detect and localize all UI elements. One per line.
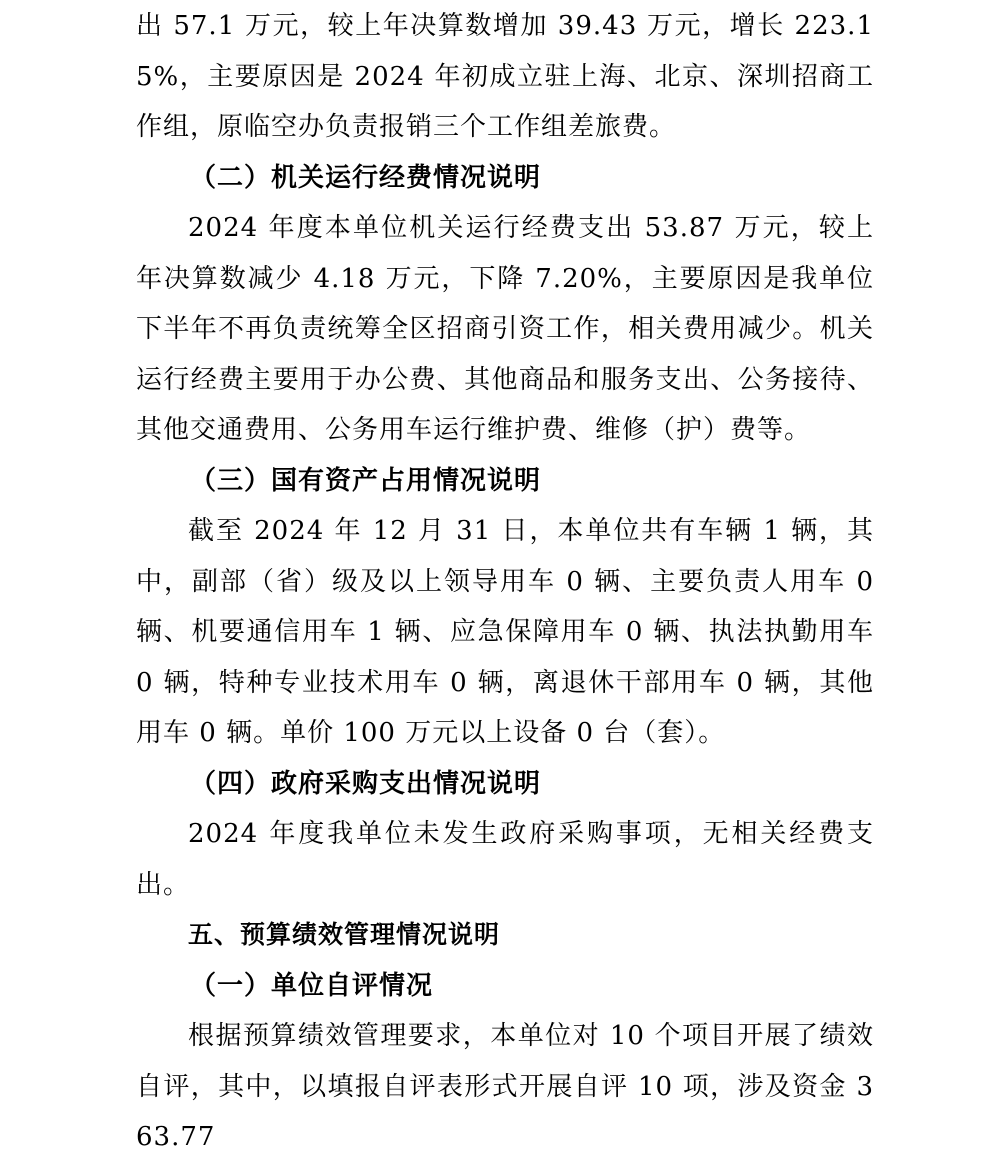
heading-self-evaluation: （一）单位自评情况 — [190, 970, 434, 1001]
heading-budget-performance: 五、预算绩效管理情况说明 — [188, 920, 501, 949]
paragraph-state-assets: 截至 2024 年 12 月 31 日，本单位共有车辆 1 辆，其中，副部（省）级及以上领导用车 0 辆、主要负责人用车 0 辆、机要通信用车 1 辆、应急保障用车 0 辆、执法执勤用车 0 辆，特种专业技术用车 0 辆，离退休干部用车 0 辆，其他用车 0 辆。单价 100 万元以上设备 0 台（套）。 — [136, 516, 874, 748]
document-page — [136, 0, 874, 1163]
heading-operating-expenses: （二）机关运行经费情况说明 — [190, 162, 542, 193]
paragraph-self-evaluation: 根据预算绩效管理要求，本单位对 10 个项目开展了绩效自评，其中，以填报自评表形式开展自评 10 项，涉及资金 363.77 — [136, 1021, 874, 1152]
paragraph-operating-expenses: 2024 年度本单位机关运行经费支出 53.87 万元，较上年决算数减少 4.18 万元，下降 7.20%，主要原因是我单位下半年不再负责统筹全区招商引资工作，相关费用减少。机关运行经费主要用于办公费、其他商品和服务支出、公务接待、其他交通费用、公务用车运行维护费、维修（护）费等。 — [136, 213, 874, 445]
paragraph-travel-expense-continued: 出 57.1 万元，较上年决算数增加 39.43 万元，增长 223.15%，主要原因是 2024 年初成立驻上海、北京、深圳招商工作组，原临空办负责报销三个工作组差旅费。 — [136, 11, 874, 142]
heading-government-procurement: （四）政府采购支出情况说明 — [190, 768, 542, 799]
paragraph-government-procurement: 2024 年度我单位未发生政府采购事项，无相关经费支出。 — [136, 819, 874, 900]
heading-state-assets: （三）国有资产占用情况说明 — [190, 465, 542, 496]
